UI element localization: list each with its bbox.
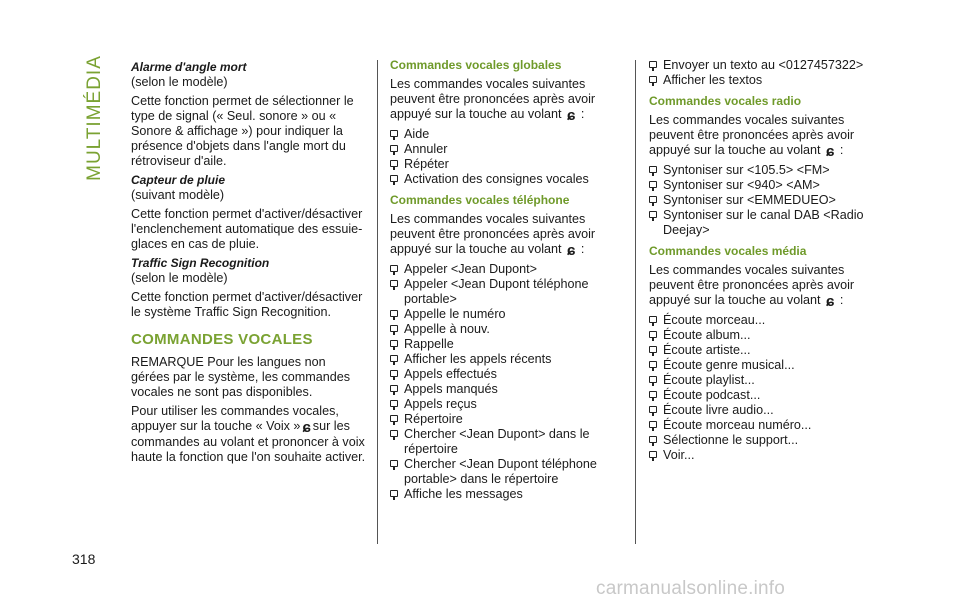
bullet-icon (390, 400, 398, 407)
list-item-text: Écoute playlist... (663, 373, 755, 387)
global-intro: Les commandes vocales suivantes peuvent être prononcées après avoir appuyé sur la touche au volant ɕ : (390, 77, 596, 124)
list-item-text: Activation des consignes vocales (404, 172, 589, 186)
phone-commands-list (390, 262, 622, 502)
list-item-text: Écoute genre musical... (663, 358, 795, 372)
column-1 (131, 60, 367, 469)
bullet-icon (390, 415, 398, 422)
list-item-text: Afficher les textos (663, 73, 763, 87)
list-item-text: Appelle à nouv. (404, 322, 490, 336)
bullet-icon (649, 421, 657, 428)
list-item (390, 142, 622, 157)
list-item-text: Répéter (404, 157, 449, 171)
list-item (649, 418, 881, 433)
list-item (649, 388, 881, 403)
list-item (649, 73, 881, 88)
blind-spot-text: Cette fonction permet de sélectionner le type de signal (« Seul. sonore » ou « Sonore & affichage ») pour indiquer la présence d'objets dans l'angle mort du rétroviseur d'aile. (131, 94, 354, 168)
blind-spot-title: Alarme d'angle mort (131, 60, 247, 74)
list-item-text: Rappelle (404, 337, 454, 351)
radio-intro: Les commandes vocales suivantes peuvent être prononcées après avoir appuyé sur la touche au volant ɕ : (649, 113, 855, 160)
bullet-icon (649, 406, 657, 413)
media-intro: Les commandes vocales suivantes peuvent être prononcées après avoir appuyé sur la touche au volant ɕ : (649, 263, 855, 310)
bullet-icon (390, 340, 398, 347)
list-item-text: Appeler <Jean Dupont téléphone portable> (404, 277, 589, 306)
list-item-text: Afficher les appels récents (404, 352, 552, 366)
list-item-text: Affiche les messages (404, 487, 523, 501)
voice-icon: ɕ (826, 293, 835, 310)
voice-commands-heading: COMMANDES VOCALES (131, 331, 313, 348)
list-item (649, 163, 881, 178)
list-item (649, 358, 881, 373)
phone-intro: Les commandes vocales suivantes peuvent être prononcées après avoir appuyé sur la touche au volant ɕ : (390, 212, 596, 259)
bullet-icon (649, 436, 657, 443)
list-item-text: Écoute morceau... (663, 313, 766, 327)
list-item (390, 382, 622, 397)
watermark: carmanualsonline.info (596, 578, 786, 599)
column-3 (649, 60, 881, 469)
list-item-text: Appeler <Jean Dupont> (404, 262, 538, 276)
list-item (649, 313, 881, 328)
column-divider (635, 60, 636, 544)
list-item-text: Écoute album... (663, 328, 751, 342)
list-item-text: Chercher <Jean Dupont> dans le répertoire (404, 427, 590, 456)
media-commands-list (649, 313, 881, 463)
list-item-text: Appelle le numéro (404, 307, 506, 321)
tsr-note: (selon le modèle) (131, 271, 228, 285)
list-item (390, 337, 622, 352)
section-side-tab (82, 48, 108, 188)
list-item-text: Voir... (663, 448, 695, 462)
bullet-icon (649, 61, 657, 68)
bullet-icon (390, 175, 398, 182)
bullet-icon (390, 460, 398, 467)
list-item (649, 58, 881, 73)
bullet-icon (649, 391, 657, 398)
list-item (390, 397, 622, 412)
list-item-text: Aide (404, 127, 430, 141)
voice-icon: ɕ (302, 419, 311, 436)
bullet-icon (649, 196, 657, 203)
bullet-icon (390, 430, 398, 437)
list-item (390, 487, 622, 502)
side-tab-label: MULTIMÉDIA (84, 55, 106, 181)
list-item (390, 367, 622, 382)
list-item-text: Écoute livre audio... (663, 403, 774, 417)
list-item (649, 208, 881, 238)
list-item-text: Appels effectués (404, 367, 497, 381)
list-item-text: Sélectionne le support... (663, 433, 799, 447)
bullet-icon (390, 280, 398, 287)
list-item-text: Syntoniser sur le canal DAB <Radio Deejay> (663, 208, 864, 237)
bullet-icon (649, 181, 657, 188)
phone-commands-title: Commandes vocales téléphone (390, 193, 570, 207)
column-divider (377, 60, 378, 544)
text-commands-list (649, 58, 881, 88)
bullet-icon (390, 490, 398, 497)
list-item (390, 262, 622, 277)
bullet-icon (390, 355, 398, 362)
voice-icon: ɕ (567, 242, 576, 259)
list-item (390, 457, 622, 487)
list-item (649, 343, 881, 358)
list-item (390, 172, 622, 187)
column-2 (390, 60, 622, 508)
voice-icon: ɕ (826, 143, 835, 160)
bullet-icon (649, 316, 657, 323)
list-item (390, 307, 622, 322)
list-item (390, 127, 622, 142)
list-item-text: Syntoniser sur <EMMEDUEO> (663, 193, 836, 207)
voice-icon: ɕ (567, 107, 576, 124)
list-item (649, 373, 881, 388)
usage-text: Pour utiliser les commandes vocales, appuyer sur la touche « Voix » ɕ sur les commandes au volant et prononcer à voix haute la fonction que l'on souhaite activer. (131, 404, 366, 464)
rain-sensor-text: Cette fonction permet d'activer/désactiver l'enclenchement automatique des essuie-glaces en cas de pluie. (131, 207, 363, 251)
list-item (390, 322, 622, 337)
bullet-icon (390, 385, 398, 392)
bullet-icon (390, 310, 398, 317)
radio-commands-title: Commandes vocales radio (649, 94, 802, 108)
list-item (649, 448, 881, 463)
blind-spot-note: (selon le modèle) (131, 75, 228, 89)
list-item-text: Écoute artiste... (663, 343, 751, 357)
tsr-title: Traffic Sign Recognition (131, 256, 270, 270)
tsr-text: Cette fonction permet d'activer/désactiver le système Traffic Sign Recognition. (131, 290, 363, 319)
bullet-icon (649, 361, 657, 368)
list-item (649, 403, 881, 418)
list-item (390, 157, 622, 172)
bullet-icon (390, 160, 398, 167)
media-commands-title: Commandes vocales média (649, 244, 807, 258)
rain-sensor-title: Capteur de pluie (131, 173, 226, 187)
list-item-text: Appels manqués (404, 382, 498, 396)
bullet-icon (649, 346, 657, 353)
page-number: 318 (72, 551, 96, 567)
list-item (649, 193, 881, 208)
list-item (390, 427, 622, 457)
rain-sensor-note: (suivant modèle) (131, 188, 225, 202)
bullet-icon (649, 166, 657, 173)
list-item (649, 433, 881, 448)
bullet-icon (390, 370, 398, 377)
radio-commands-list (649, 163, 881, 238)
bullet-icon (390, 325, 398, 332)
bullet-icon (649, 76, 657, 83)
list-item (649, 178, 881, 193)
list-item-text: Écoute morceau numéro... (663, 418, 812, 432)
list-item (390, 277, 622, 307)
bullet-icon (649, 376, 657, 383)
list-item-text: Écoute podcast... (663, 388, 761, 402)
bullet-icon (649, 211, 657, 218)
bullet-icon (390, 265, 398, 272)
list-item (649, 328, 881, 343)
list-item-text: Syntoniser sur <105.5> <FM> (663, 163, 830, 177)
global-commands-title: Commandes vocales globales (390, 58, 562, 72)
bullet-icon (649, 451, 657, 458)
bullet-icon (390, 130, 398, 137)
remark-text: REMARQUE Pour les langues non gérées par le système, les commandes vocales ne sont pas disponibles. (131, 355, 351, 399)
list-item (390, 352, 622, 367)
list-item-text: Chercher <Jean Dupont téléphone portable> dans le répertoire (404, 457, 597, 486)
list-item-text: Annuler (404, 142, 448, 156)
list-item (390, 412, 622, 427)
list-item-text: Syntoniser sur <940> <AM> (663, 178, 820, 192)
bullet-icon (390, 145, 398, 152)
list-item-text: Envoyer un texto au <0127457322> (663, 58, 864, 72)
list-item-text: Appels reçus (404, 397, 477, 411)
bullet-icon (649, 331, 657, 338)
global-commands-list (390, 127, 622, 187)
list-item-text: Répertoire (404, 412, 463, 426)
